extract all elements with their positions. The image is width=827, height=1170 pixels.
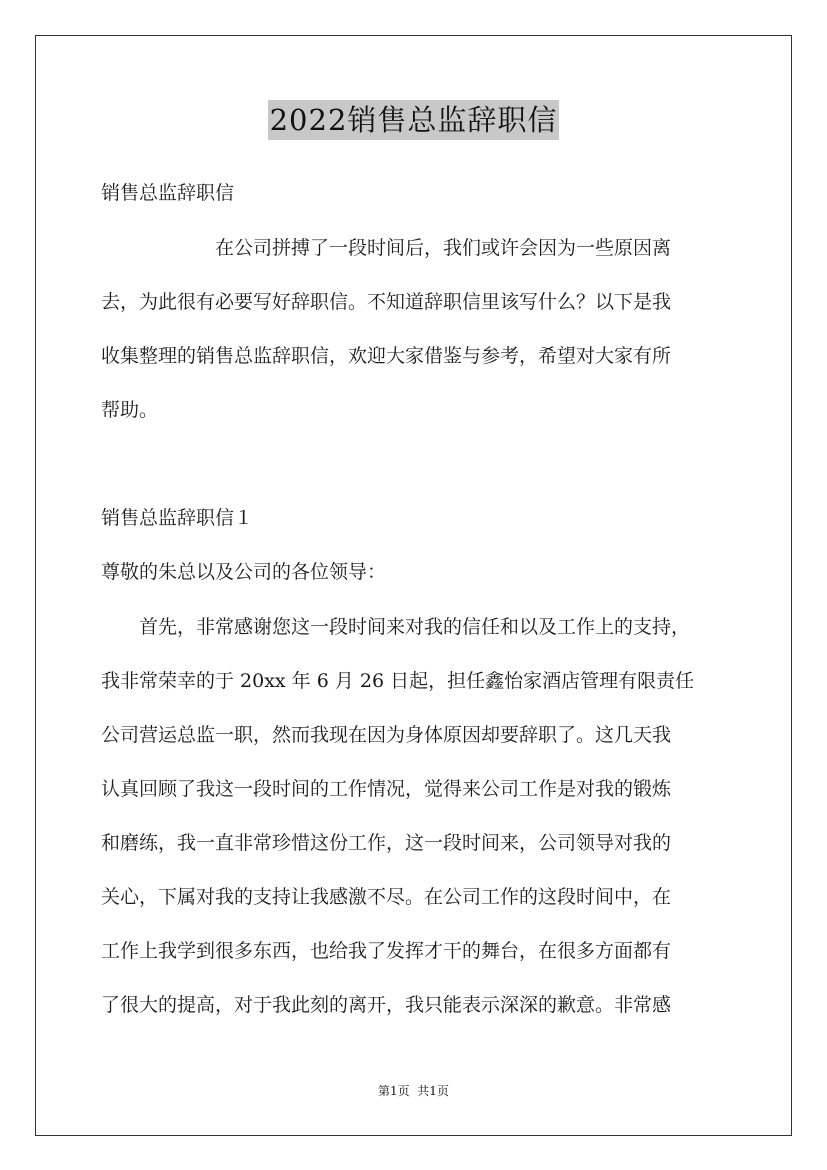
body-line: 去，为此很有必要写好辞职信。不知道辞职信里该写什么？以下是我 xyxy=(101,291,672,313)
body-line: 工作上我学到很多东西，也给我了发挥才干的舞台，在很多方面都有 xyxy=(101,940,672,962)
body-line: 首先，非常感谢您这一段时间来对我的信任和以及工作上的支持， xyxy=(101,616,691,638)
body-line: 关心，下属对我的支持让我感激不尽。在公司工作的这段时间中，在 xyxy=(101,886,672,908)
body-line: 我非常荣幸的于 20xx 年 6 月 26 日起，担任鑫怡家酒店管理有限责任 xyxy=(101,670,695,692)
document-title: 2022销售总监辞职信 xyxy=(268,100,560,140)
body-line: 收集整理的销售总监辞职信，欢迎大家借鉴与参考，希望对大家有所 xyxy=(101,345,672,367)
title-container xyxy=(0,100,827,140)
salutation-line: 尊敬的朱总以及公司的各位领导： xyxy=(101,561,387,583)
body-line: 帮助。 xyxy=(101,399,159,421)
body-line: 在公司拼搏了一段时间后，我们或许会因为一些原因离 xyxy=(101,237,672,259)
body-line: 和磨练，我一直非常珍惜这份工作，这一段时间来，公司领导对我的 xyxy=(101,832,672,854)
body-line: 了很大的提高，对于我此刻的离开，我只能表示深深的歉意。非常感 xyxy=(101,994,672,1016)
body-line: 公司营运总监一职，然而我现在因为身体原因却要辞职了。这几天我 xyxy=(101,724,672,746)
body-line: 认真回顾了我这一段时间的工作情况，觉得来公司工作是对我的锻炼 xyxy=(101,778,672,800)
subtitle-line: 销售总监辞职信 xyxy=(101,182,235,204)
page-footer: 第1页 共1页 xyxy=(378,1084,449,1098)
section-heading: 销售总监辞职信１ xyxy=(101,507,254,529)
